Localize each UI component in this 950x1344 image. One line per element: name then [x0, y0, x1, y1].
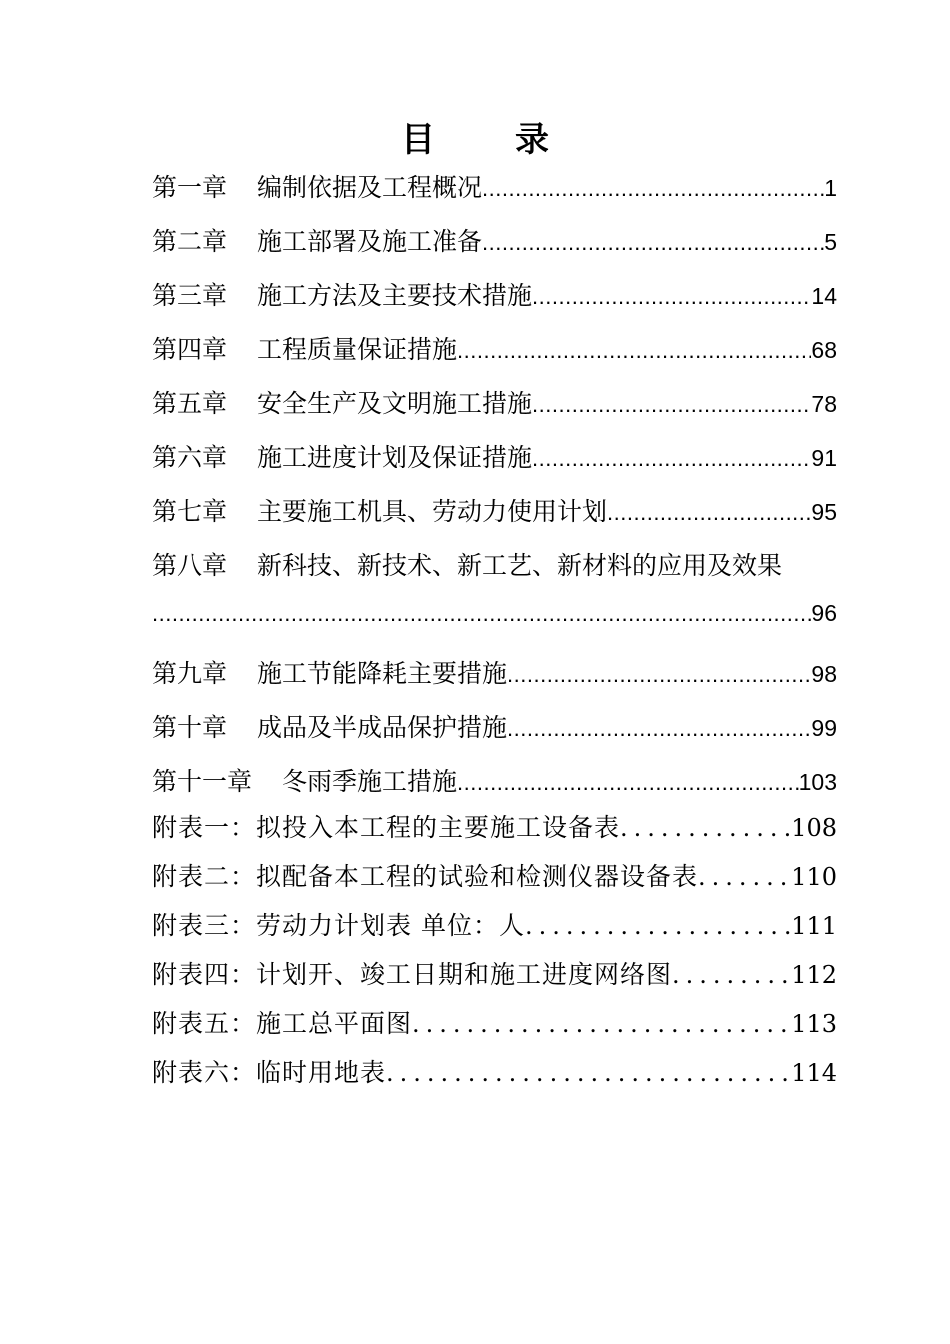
- toc-entry-1[interactable]: [152, 168, 837, 222]
- appendix-page: 114: [791, 1059, 837, 1087]
- toc-chapter: 第五章: [152, 389, 228, 418]
- toc-title: 安全生产及文明施工措施: [257, 389, 533, 418]
- toc-page: 103: [798, 769, 837, 795]
- toc-entry-3[interactable]: [152, 276, 837, 330]
- toc-title: 冬雨季施工措施: [282, 767, 458, 796]
- toc-entry-10[interactable]: [152, 708, 837, 762]
- appendix-title: 附表五：施工总平面图: [152, 1009, 413, 1038]
- toc-leader: [507, 662, 811, 688]
- appendix-leader: [698, 863, 791, 891]
- appendix-title: 附表四：计划开、竣工日期和施工进度网络图: [152, 960, 673, 989]
- appendix-list: [152, 808, 837, 1102]
- appendix-page: 111: [791, 912, 837, 940]
- toc-leader: [482, 176, 824, 202]
- toc-leader: [482, 230, 824, 256]
- toc-leader: [457, 338, 811, 364]
- toc-leader: [152, 601, 811, 627]
- appendix-page: 110: [791, 863, 837, 891]
- appendix-title: 附表一：拟投入本工程的主要施工设备表: [152, 813, 621, 842]
- appendix-entry-6[interactable]: [152, 1053, 837, 1102]
- toc-leader: [532, 392, 811, 418]
- toc-chapter: 第二章: [152, 227, 228, 256]
- appendix-entry-5[interactable]: [152, 1004, 837, 1053]
- toc-page: 96: [811, 600, 837, 626]
- toc-chapter: 第十一章: [152, 767, 253, 796]
- toc-leader: [507, 716, 811, 742]
- toc-page: 95: [811, 499, 837, 525]
- appendix-page: 112: [791, 961, 837, 989]
- appendix-leader: [620, 814, 791, 842]
- toc-chapter: 第十章: [152, 713, 228, 742]
- toc-title: 施工节能降耗主要措施: [257, 659, 508, 688]
- toc-chapter: 第八章: [152, 551, 228, 580]
- toc-page: 1: [824, 175, 837, 201]
- toc-entry-8[interactable]: [152, 546, 837, 600]
- toc-chapter: 第六章: [152, 443, 228, 472]
- toc-leader: [532, 446, 811, 472]
- toc-title: 新科技、新技术、新工艺、新材料的应用及效果: [257, 551, 783, 580]
- appendix-entry-4[interactable]: [152, 955, 837, 1004]
- toc-chapter: 第一章: [152, 173, 228, 202]
- table-of-contents: [152, 168, 837, 816]
- appendix-page: 108: [791, 814, 837, 842]
- toc-page: 98: [811, 661, 837, 687]
- toc-entry-8-continued[interactable]: [152, 600, 837, 654]
- toc-page: 68: [811, 337, 837, 363]
- toc-title: 工程质量保证措施: [257, 335, 458, 364]
- appendix-leader: [412, 1010, 791, 1038]
- toc-entry-2[interactable]: [152, 222, 837, 276]
- toc-leader: [532, 284, 811, 310]
- appendix-leader: [525, 912, 791, 940]
- appendix-leader: [672, 961, 791, 989]
- appendix-leader: [386, 1059, 791, 1087]
- appendix-page: 113: [791, 1010, 837, 1038]
- toc-page: 91: [811, 445, 837, 471]
- toc-leader: [607, 500, 811, 526]
- appendix-entry-1[interactable]: [152, 808, 837, 857]
- toc-title: 施工方法及主要技术措施: [257, 281, 533, 310]
- toc-title: 主要施工机具、劳动力使用计划: [257, 497, 608, 526]
- appendix-title: 附表三：劳动力计划表 单位：人: [152, 911, 525, 940]
- toc-chapter: 第九章: [152, 659, 228, 688]
- toc-entry-9[interactable]: [152, 654, 837, 708]
- toc-page: 78: [811, 391, 837, 417]
- toc-chapter: 第三章: [152, 281, 228, 310]
- toc-entry-7[interactable]: [152, 492, 837, 546]
- toc-title: 成品及半成品保护措施: [257, 713, 508, 742]
- toc-page: 99: [811, 715, 837, 741]
- toc-entry-6[interactable]: [152, 438, 837, 492]
- appendix-entry-3[interactable]: [152, 906, 837, 955]
- title-char-1: 目: [401, 120, 435, 160]
- toc-leader: [457, 770, 799, 796]
- toc-title: 编制依据及工程概况: [257, 173, 483, 202]
- appendix-title: 附表六：临时用地表: [152, 1058, 387, 1087]
- toc-chapter: 第四章: [152, 335, 228, 364]
- appendix-title: 附表二：拟配备本工程的试验和检测仪器设备表: [152, 862, 699, 891]
- appendix-entry-2[interactable]: [152, 857, 837, 906]
- toc-entry-4[interactable]: [152, 330, 837, 384]
- toc-entry-5[interactable]: [152, 384, 837, 438]
- title-char-2: 录: [515, 120, 549, 160]
- toc-title: 施工部署及施工准备: [257, 227, 483, 256]
- toc-title: 施工进度计划及保证措施: [257, 443, 533, 472]
- toc-page: 5: [824, 229, 837, 255]
- toc-page: 14: [811, 283, 837, 309]
- toc-chapter: 第七章: [152, 497, 228, 526]
- page-title: [0, 112, 950, 161]
